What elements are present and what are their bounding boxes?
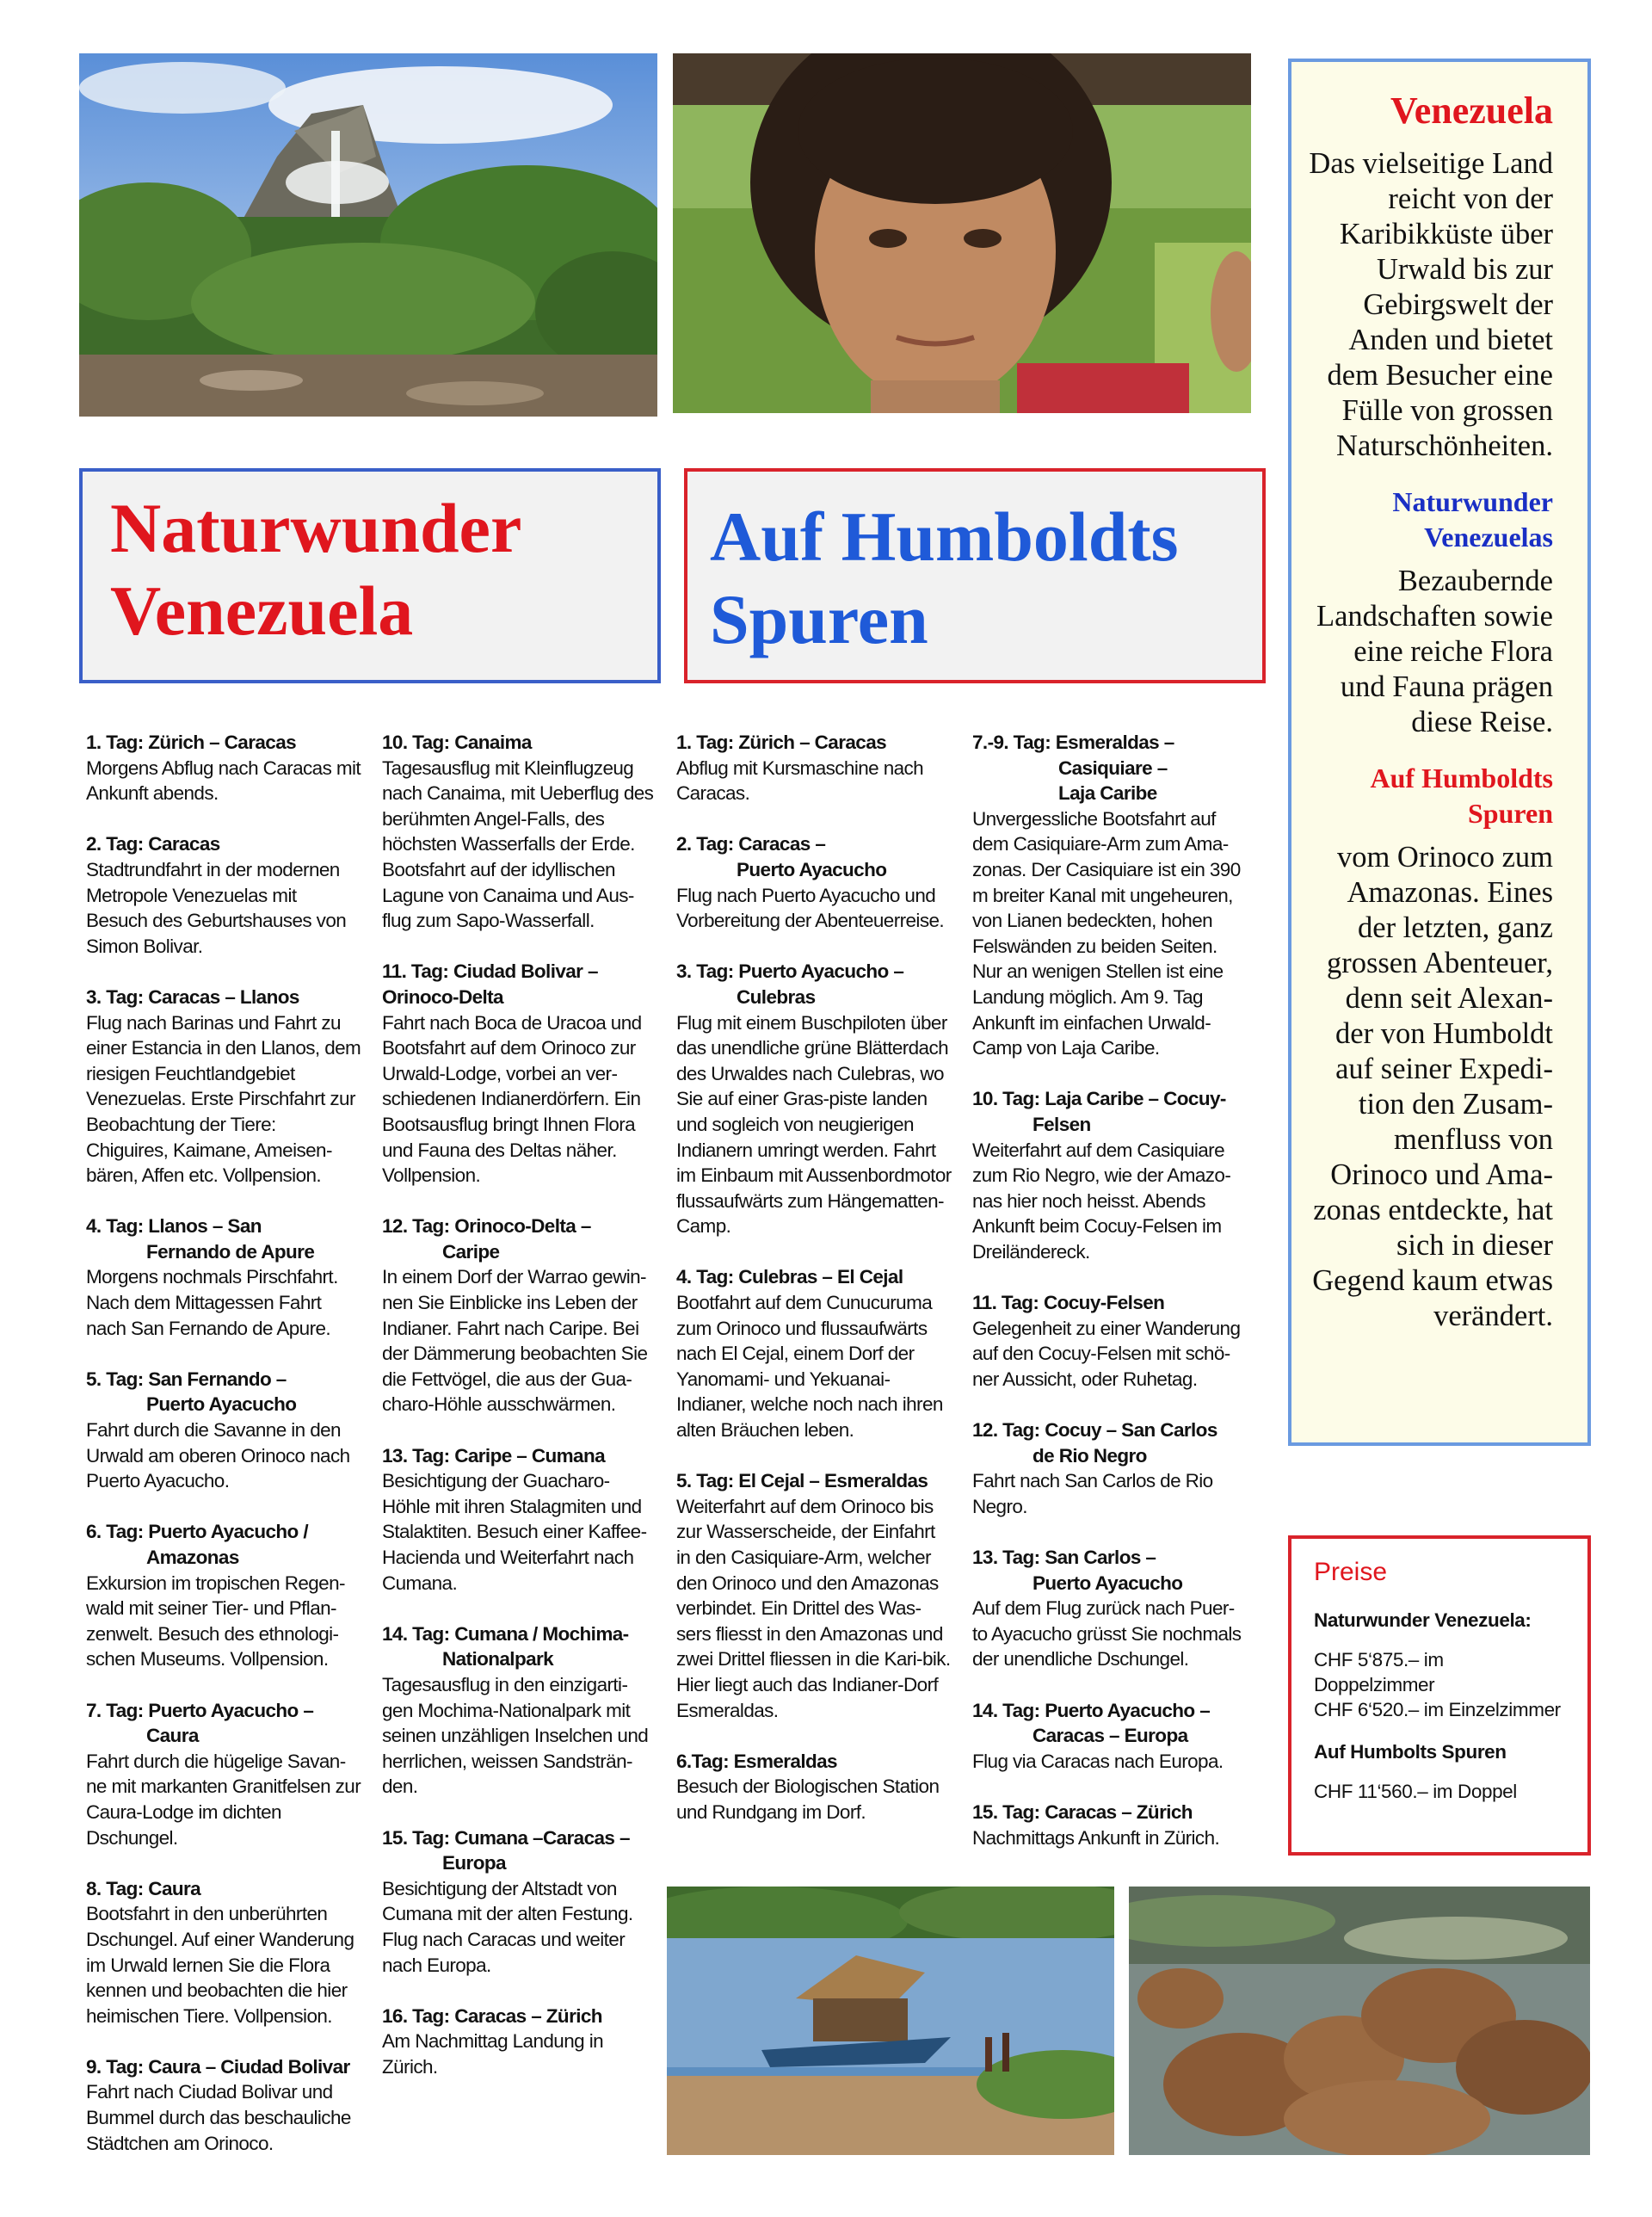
day-heading-cont: Puerto Ayacucho [146,1393,297,1416]
day-heading-cont: Caracas – Europa [1032,1725,1188,1747]
day-heading-cont: Casiquiare – [1058,756,1168,779]
photo-waterfall [79,53,657,417]
day-text: Bootfahrt auf dem Cunucuruma zum Orinoco und flussaufwärts nach El Cejal, einem Dorf der Yanomami- und Yekuanai-Indianer, welche noch nach ihren alten Bräuchen leben. [676,1292,943,1442]
day-entry [972,1086,1249,1264]
day-heading: 14. Tag: Cumana / Mochima- [382,1622,629,1645]
day-entry [382,1621,657,1800]
day-heading: 11. Tag: Cocuy-Felsen [972,1292,1165,1314]
day-text: Fahrt nach San Carlos de Rio Negro. [972,1470,1213,1517]
day-text: Bootsfahrt in den unberührten Dschungel. Auf einer Wanderung im Urwald lernen Sie die Flora kennen und beobachten die hier heimischen Tiere. Vollpension. [86,1903,354,2027]
sidebar-intro: Das vielseitige Land reicht von der Karibikküste über Urwald bis zur Gebirgswelt der Anden und bietet dem Besucher eine Fülle von grossen Naturschönheiten. [1309,147,1553,462]
day-text: Weiterfahrt auf dem Orinoco bis zur Wasserscheide, der Einfahrt in den Casiquiare-Arm, welcher den Orinoco und den Amazonas verbindet. Ein Drittel des Was-sers fliesst in den Amazonas und zwei Drittel fliessen in die Kari-bik. Hier liegt auch das Indianer-Dorf Esmeraldas. [676,1495,951,1721]
title-line-1: Naturwunder [110,489,522,567]
itinerary-col-4 [972,730,1249,1876]
capybaras-image [1129,1887,1590,2155]
day-entry [972,1290,1249,1392]
day-text: Am Nachmittag Landung in Zürich. [382,2030,604,2078]
day-entry [86,1876,361,2029]
day-entry [86,730,361,806]
day-heading-cont: Puerto Ayacucho [1032,1572,1183,1594]
day-entry [86,985,361,1189]
day-heading: 13. Tag: Caripe – Cumana [382,1444,606,1467]
day-heading: 4. Tag: Culebras – El Cejal [676,1266,903,1288]
title-line-1: Auf Humboldts [710,497,1179,576]
day-heading-cont: Caura [146,1725,199,1747]
day-heading: 12. Tag: Orinoco-Delta – [382,1215,591,1238]
day-text: Unvergessliche Bootsfahrt auf dem Casiquiare-Arm zum Ama-zonas. Der Casiquiare ist ein 390 m breiter Kanal mit ungeheuren, von Lianen bedeckten, hohen Felswänden zu beiden Seiten. Nur an wenigen Stellen ist eine Landung möglich. Am 9. Tag Ankunft im einfachen Urwald-Camp von Laja Caribe. [972,807,1241,1059]
day-heading: 6.Tag: Esmeraldas [676,1750,837,1772]
photo-river-boat [667,1887,1114,2155]
day-entry [972,1800,1249,1850]
day-heading: 10. Tag: Laja Caribe – Cocuy- [972,1088,1226,1110]
day-heading-cont: Puerto Ayacucho [737,858,887,880]
photo-capybaras [1129,1887,1590,2155]
day-heading: 10. Tag: Canaima [382,732,532,753]
day-entry [676,1264,952,1442]
title-box-naturwunder [79,468,661,683]
day-entry [382,959,657,1188]
sidebar-text-naturwunder: Bezaubernde Landschaften sowie eine reiche Flora und Fauna prägen diese Reise. [1316,565,1553,738]
day-heading-cont: Nationalpark [442,1648,554,1670]
day-text: Flug nach Barinas und Fahrt zu einer Estancia in den Llanos, dem riesigen Feuchtlandgebiet Venezuelas. Erste Pirschfahrt zur Beobachtung der Tiere: Chiguires, Kaimane, Ameisen-bären, Affen etc. Vollpension. [86,1011,361,1187]
day-heading-cont: Fernando de Apure [146,1240,315,1263]
day-heading: 11. Tag: Ciudad Bolivar – [382,960,598,983]
day-entry [86,1519,361,1672]
day-heading: 13. Tag: San Carlos – [972,1547,1156,1568]
itinerary-col-3 [676,730,952,1850]
day-heading: 12. Tag: Cocuy – San Carlos [972,1419,1217,1442]
day-heading: 2. Tag: Caracas – [676,833,826,855]
day-text: Morgens Abflug nach Caracas mit Ankunft abends. [86,756,361,805]
day-heading: 8. Tag: Caura [86,1877,201,1899]
day-heading: 15. Tag: Caracas – Zürich [972,1800,1193,1823]
day-heading-cont: de Rio Negro [1032,1444,1147,1467]
day-heading: 9. Tag: Caura – Ciudad Bolivar [86,2055,350,2078]
day-heading-cont: Orinoco-Delta [382,985,503,1008]
day-entry [676,1468,952,1723]
day-heading: 15. Tag: Cumana –Caracas – [382,1826,630,1849]
day-entry [676,1749,952,1825]
sidebar-title: Venezuela [1390,90,1553,132]
title-line-2: Spuren [710,580,928,658]
prices-subtitle-naturwunder: Naturwunder Venezuela: [1314,1609,1532,1631]
day-text: Tagesausflug in den einzigarti-gen Mochima-Nationalpark mit seinen unzähligen Inselchen und herrlichen, weissen Sandsträn-den. [382,1673,649,1798]
day-entry [86,2054,361,2156]
day-entry [382,1825,657,1979]
sidebar-heading-humboldt: Auf Humboldts Spuren [1370,763,1553,829]
day-heading: 16. Tag: Caracas – Zürich [382,2004,602,2027]
day-heading: 6. Tag: Puerto Ayacucho / [86,1521,308,1543]
day-text: Flug nach Puerto Ayacucho und Vorbereitung der Abenteuerreise. [676,884,945,932]
girl-portrait-image [673,53,1251,413]
day-entry [382,1213,657,1417]
day-text: Morgens nochmals Pirschfahrt. Nach dem Mittagessen Fahrt nach San Fernando de Apure. [86,1266,338,1339]
day-text: Exkursion im tropischen Regen-wald mit seiner Tier- und Pflan-zenwelt. Besuch des ethnologi-schen Museums. Vollpension. [86,1572,345,1670]
day-entry [86,1367,361,1494]
price-line-humboldt: CHF 11‘560.– im Doppel [1314,1781,1517,1802]
day-text: In einem Dorf der Warrao gewin-nen Sie Einblicke ins Leben der Indianer. Fahrt nach Caripe. Bei der Dämmerung beobachten Sie die Fettvögel, die aus der Gua-charo-Höhle ausschwärmen. [382,1266,648,1416]
day-heading: 14. Tag: Puerto Ayacucho – [972,1699,1211,1721]
day-text: Tagesausflug mit Kleinflugzeug nach Canaima, mit Ueberflug des berühmten Angel-Falls, des höchsten Wasserfalls der Erde. Bootsfahrt auf der idyllischen Lagune von Canaima und Aus-flug zum Sapo-Wasserfall. [382,756,654,932]
day-text: Gelegenheit zu einer Wanderung auf den Cocuy-Felsen mit schö-ner Aussicht, oder Ruhetag. [972,1317,1241,1390]
price-line-double: CHF 5‘875.– im Doppelzimmer [1314,1649,1444,1695]
day-entry [86,831,361,959]
day-heading-cont: Caripe [442,1240,500,1263]
day-heading: 3. Tag: Puerto Ayacucho – [676,960,904,983]
photo-girl [673,53,1251,413]
day-text: Fahrt durch die Savanne in den Urwald am oberen Orinoco nach Puerto Ayacucho. [86,1419,350,1492]
day-entry [382,1443,657,1596]
day-heading-cont: Culebras [737,985,816,1008]
sidebar-venezuela [1288,59,1591,1446]
day-heading: 1. Tag: Zürich – Caracas [86,732,297,753]
itinerary-col-1 [86,730,361,2182]
day-entry [972,1417,1249,1519]
day-entry [382,730,657,934]
day-heading-cont: Laja Caribe [1058,782,1157,805]
day-text: Auf dem Flug zurück nach Puer-to Ayacucho grüsst Sie nochmals der unendliche Dschungel. [972,1597,1242,1670]
day-entry [972,1545,1249,1672]
sidebar-text-humboldt: vom Orinoco zum Amazonas. Eines der letzten, ganz grossen Abenteuer, denn seit Alexan-der von Humboldt auf seiner Expedi-tion den Zusam-menfluss von Orinoco und Ama-zonas entdeckte, hat sich in dieser Gegend kaum etwas verändert. [1312,841,1553,1332]
boat-image [667,1887,1114,2155]
itinerary-col-2 [382,730,657,2105]
sidebar-heading-naturwunder: Naturwunder Venezuelas [1392,486,1553,553]
day-text: Flug via Caracas nach Europa. [972,1750,1224,1772]
day-text: Abflug mit Kursmaschine nach Caracas. [676,756,924,805]
day-text: Flug mit einem Buschpiloten über das unendliche grüne Blätterdach des Urwaldes nach Culebras, wo Sie auf einer Gras-piste landen und sogleich von neugierigen Indianern umringt werden. Fahrt im Einbaum mit Aussenbordmotor flussaufwärts zum Hängematten-Camp. [676,1011,952,1238]
day-entry [972,730,1249,1061]
day-heading-cont: Felsen [1032,1113,1091,1135]
day-heading-cont: Europa [442,1852,506,1874]
day-heading-cont: Amazonas [146,1547,239,1568]
day-text: Nachmittags Ankunft in Zürich. [972,1826,1220,1849]
day-entry [676,730,952,806]
day-text: Fahrt nach Boca de Uracoa und Bootsfahrt auf dem Orinoco zur Urwald-Lodge, vorbei an ver-schiedenen Indianerdörfern. Ein Bootsausflug bringt Ihnen Flora und Fauna des Deltas näher. Vollpension. [382,1011,642,1187]
day-heading: 5. Tag: San Fernando – [86,1368,287,1390]
day-text: Besuch der Biologischen Station und Rundgang im Dorf. [676,1775,940,1823]
day-text: Fahrt nach Ciudad Bolivar und Bummel durch das beschauliche Städtchen am Orinoco. [86,2081,351,2154]
day-heading: 4. Tag: Llanos – San [86,1215,262,1238]
day-text: Fahrt durch die hügelige Savan-ne mit markanten Granitfelsen zur Caura-Lodge im dichten Dschungel. [86,1750,361,1849]
day-heading: 1. Tag: Zürich – Caracas [676,732,887,753]
day-text: Stadtrundfahrt in der modernen Metropole Venezuelas mit Besuch des Geburtshauses von Simon Bolivar. [86,858,347,957]
day-entry [676,831,952,933]
prices-subtitle-humboldt: Auf Humbolts Spuren [1314,1741,1507,1763]
day-entry [382,2004,657,2080]
waterfall-image [79,53,657,417]
prices-box [1288,1535,1591,1856]
day-text: Besichtigung der Guacharo-Höhle mit ihren Stalagmiten und Stalaktiten. Besuch einer Kaffee-Hacienda und Weiterfahrt nach Cumana. [382,1470,647,1594]
day-heading: 7. Tag: Puerto Ayacucho – [86,1699,314,1721]
day-entry [86,1698,361,1851]
day-heading: 2. Tag: Caracas [86,833,220,855]
title-box-humboldt [684,468,1266,683]
day-entry [676,959,952,1239]
price-line-single: CHF 6‘520.– im Einzelzimmer [1314,1699,1561,1720]
day-text: Weiterfahrt auf dem Casiquiare zum Rio Negro, wie der Amazo-nas hier noch heisst. Abends Ankunft beim Cocuy-Felsen im Dreiländereck. [972,1139,1231,1263]
title-line-2: Venezuela [110,571,414,650]
day-heading: 7.-9. Tag: Esmeraldas – [972,732,1174,753]
day-entry [972,1698,1249,1775]
day-heading: 3. Tag: Caracas – Llanos [86,985,299,1008]
prices-title: Preise [1314,1558,1388,1586]
day-text: Besichtigung der Altstadt von Cumana mit der alten Festung. Flug nach Caracas und weiter nach Europa. [382,1877,633,1976]
day-heading: 5. Tag: El Cejal – Esmeraldas [676,1470,928,1492]
day-entry [86,1213,361,1341]
